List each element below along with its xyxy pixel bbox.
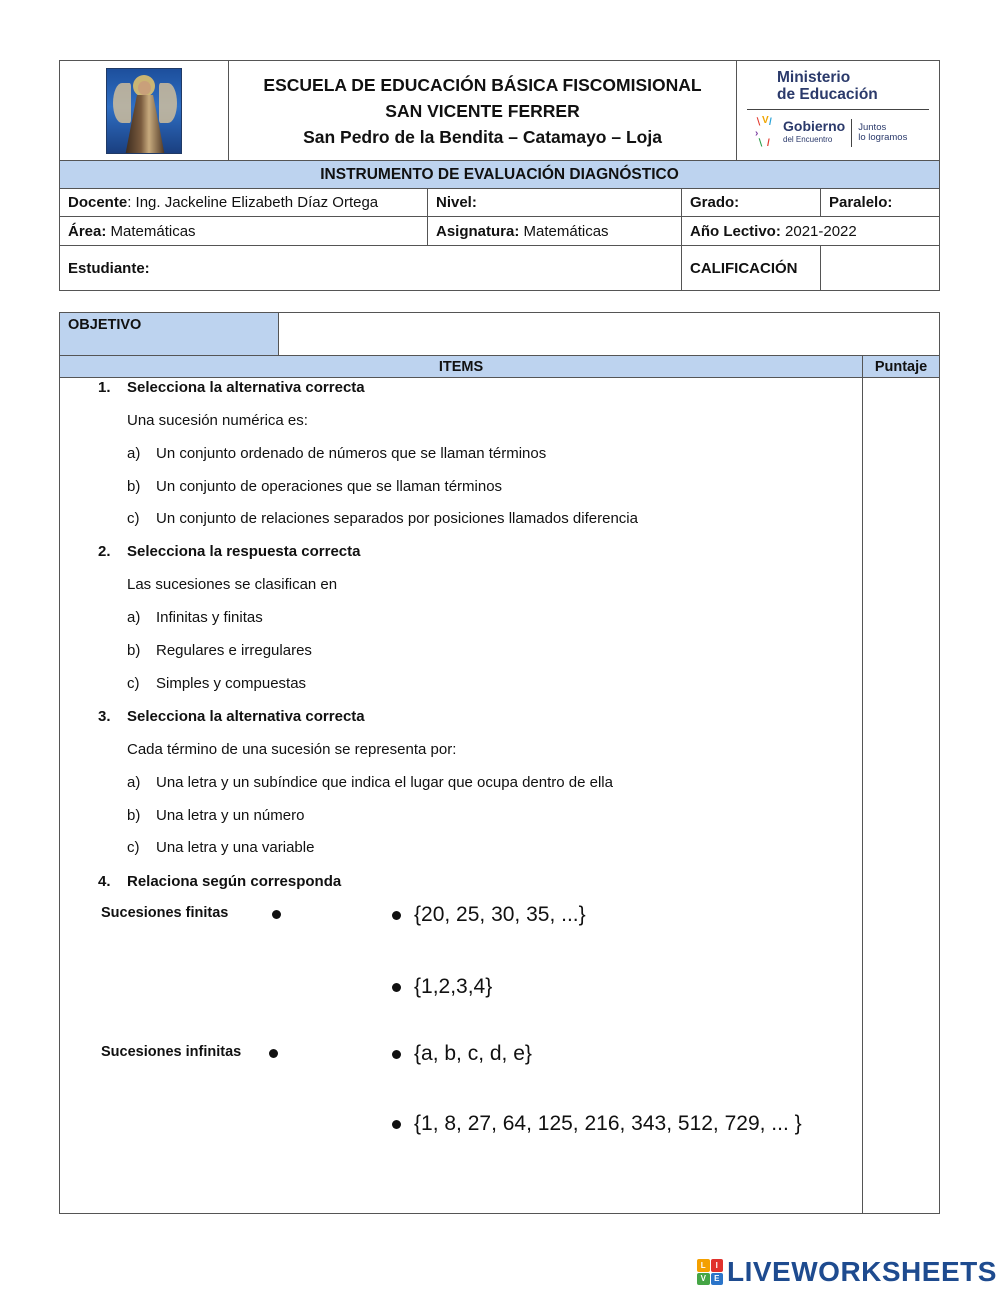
grado-cell	[682, 189, 821, 216]
question-3-option-b[interactable]: b) Una letra y un número	[127, 807, 305, 824]
objetivo-field[interactable]	[279, 313, 939, 355]
grado-label: Grado:	[690, 194, 740, 211]
instrument-title: INSTRUMENTO DE EVALUACIÓN DIAGNÓSTICO	[60, 161, 939, 189]
anio-value: 2021-2022	[780, 222, 857, 240]
gobierno-subtitle: del Encuentro	[783, 135, 833, 144]
match-right-2-dot-icon[interactable]	[392, 983, 401, 992]
items-body	[60, 378, 939, 1213]
saint-image	[106, 68, 182, 154]
docente-value: : Ing. Jackeline Elizabeth Díaz Ortega	[127, 194, 379, 211]
info-row-estudiante	[60, 246, 939, 290]
school-location: San Pedro de la Bendita – Catamayo – Loja	[303, 126, 662, 147]
ministry-name-line2: de Educación	[777, 86, 878, 103]
match-right-4-dot-icon[interactable]	[392, 1120, 401, 1129]
header-top-row	[60, 61, 939, 161]
match-left-finitas-dot-icon[interactable]	[272, 910, 281, 919]
estudiante-label: Estudiante:	[68, 259, 150, 277]
header-table	[59, 60, 940, 291]
asignatura-cell	[428, 217, 682, 245]
puntaje-column	[862, 378, 863, 1213]
info-row-area	[60, 217, 939, 246]
school-name-line2: SAN VICENTE FERRER	[385, 100, 580, 121]
question-3-option-c[interactable]: c) Una letra y una variable	[127, 839, 315, 856]
liveworksheets-brand	[697, 1256, 997, 1288]
paralelo-label: Paralelo:	[829, 194, 893, 211]
question-1-option-c[interactable]: c) Un conjunto de relaciones separados por posiciones llamados diferencia	[127, 510, 638, 527]
match-right-3: {a, b, c, d, e}	[414, 1042, 532, 1065]
estudiante-cell[interactable]	[60, 246, 682, 290]
area-cell	[60, 217, 428, 245]
question-3-title: 3. Selecciona la alternativa correcta	[98, 708, 365, 725]
question-1-option-a[interactable]: a) Un conjunto ordenado de números que se llaman términos	[127, 445, 547, 462]
area-label: Área:	[68, 222, 107, 240]
gobierno-separator	[851, 119, 852, 147]
objetivo-label: OBJETIVO	[60, 313, 279, 355]
school-name-line1: ESCUELA DE EDUCACIÓN BÁSICA FISCOMISIONAL	[263, 74, 702, 95]
question-3-prompt: Cada término de una sucesión se representa por:	[127, 741, 457, 758]
liveworksheets-logo-icon: L I V E	[697, 1259, 723, 1285]
question-2-option-a[interactable]: a) Infinitas y finitas	[127, 609, 263, 626]
asignatura-value: Matemáticas	[519, 222, 609, 240]
objetivo-row	[60, 313, 939, 356]
question-2-option-c[interactable]: c) Simples y compuestas	[127, 675, 307, 692]
liveworksheets-wordmark: LIVEWORKSHEETS	[727, 1256, 997, 1287]
match-left-finitas: Sucesiones finitas	[101, 905, 229, 921]
question-1-option-b[interactable]: b) Un conjunto de operaciones que se llaman términos	[127, 478, 503, 495]
match-right-1-dot-icon[interactable]	[392, 911, 401, 920]
match-right-2: {1,2,3,4}	[414, 975, 493, 998]
calificacion-value-cell[interactable]	[821, 246, 939, 290]
docente-cell	[60, 189, 428, 216]
match-left-infinitas: Sucesiones infinitas	[101, 1044, 242, 1060]
slogan-line2: lo logramos	[858, 132, 908, 143]
asignatura-label: Asignatura:	[436, 222, 520, 240]
question-1-prompt: Una sucesión numérica es:	[127, 412, 308, 429]
ministry-divider	[747, 109, 929, 110]
nivel-label: Nivel:	[436, 194, 477, 211]
school-title	[229, 61, 737, 160]
question-2-option-b[interactable]: b) Regulares e irregulares	[127, 642, 312, 659]
match-right-3-dot-icon[interactable]	[392, 1050, 401, 1059]
school-logo-cell	[60, 61, 229, 160]
anio-label: Año Lectivo:	[690, 222, 781, 240]
anio-cell	[682, 217, 939, 245]
ministry-name-line1: Ministerio	[777, 69, 851, 86]
ministry-logo	[737, 61, 939, 160]
nivel-cell	[428, 189, 682, 216]
slogan-line1: Juntos	[858, 122, 887, 133]
items-header-row	[60, 356, 939, 378]
docente-label: Docente	[68, 194, 128, 211]
question-3-option-a[interactable]: a) Una letra y un subíndice que indica el lugar que ocupa dentro de ella	[127, 774, 613, 791]
puntaje-header: Puntaje	[874, 359, 928, 375]
match-left-infinitas-dot-icon[interactable]	[269, 1049, 278, 1058]
question-2-title: 2. Selecciona la respuesta correcta	[98, 543, 361, 560]
question-2-prompt: Las sucesiones se clasifican en	[127, 576, 338, 593]
info-row-docente	[60, 189, 939, 217]
paralelo-cell	[821, 189, 939, 216]
calificacion-cell	[682, 246, 821, 290]
match-right-1: {20, 25, 30, 35, ...}	[414, 903, 586, 926]
gobierno-mark-icon: ∖ V / › ∖ /	[755, 115, 772, 149]
items-table	[59, 312, 940, 1214]
items-header: ITEMS	[60, 356, 863, 377]
calificacion-label: CALIFICACIÓN	[690, 259, 798, 277]
gobierno-logo	[745, 116, 931, 150]
gobierno-title: Gobierno	[783, 118, 846, 134]
match-right-4: {1, 8, 27, 64, 125, 216, 343, 512, 729, ... }	[414, 1112, 802, 1135]
area-value: Matemáticas	[106, 222, 196, 240]
question-4-title: 4. Relaciona según corresponda	[98, 873, 342, 890]
question-1-title: 1. Selecciona la alternativa correcta	[98, 379, 365, 396]
